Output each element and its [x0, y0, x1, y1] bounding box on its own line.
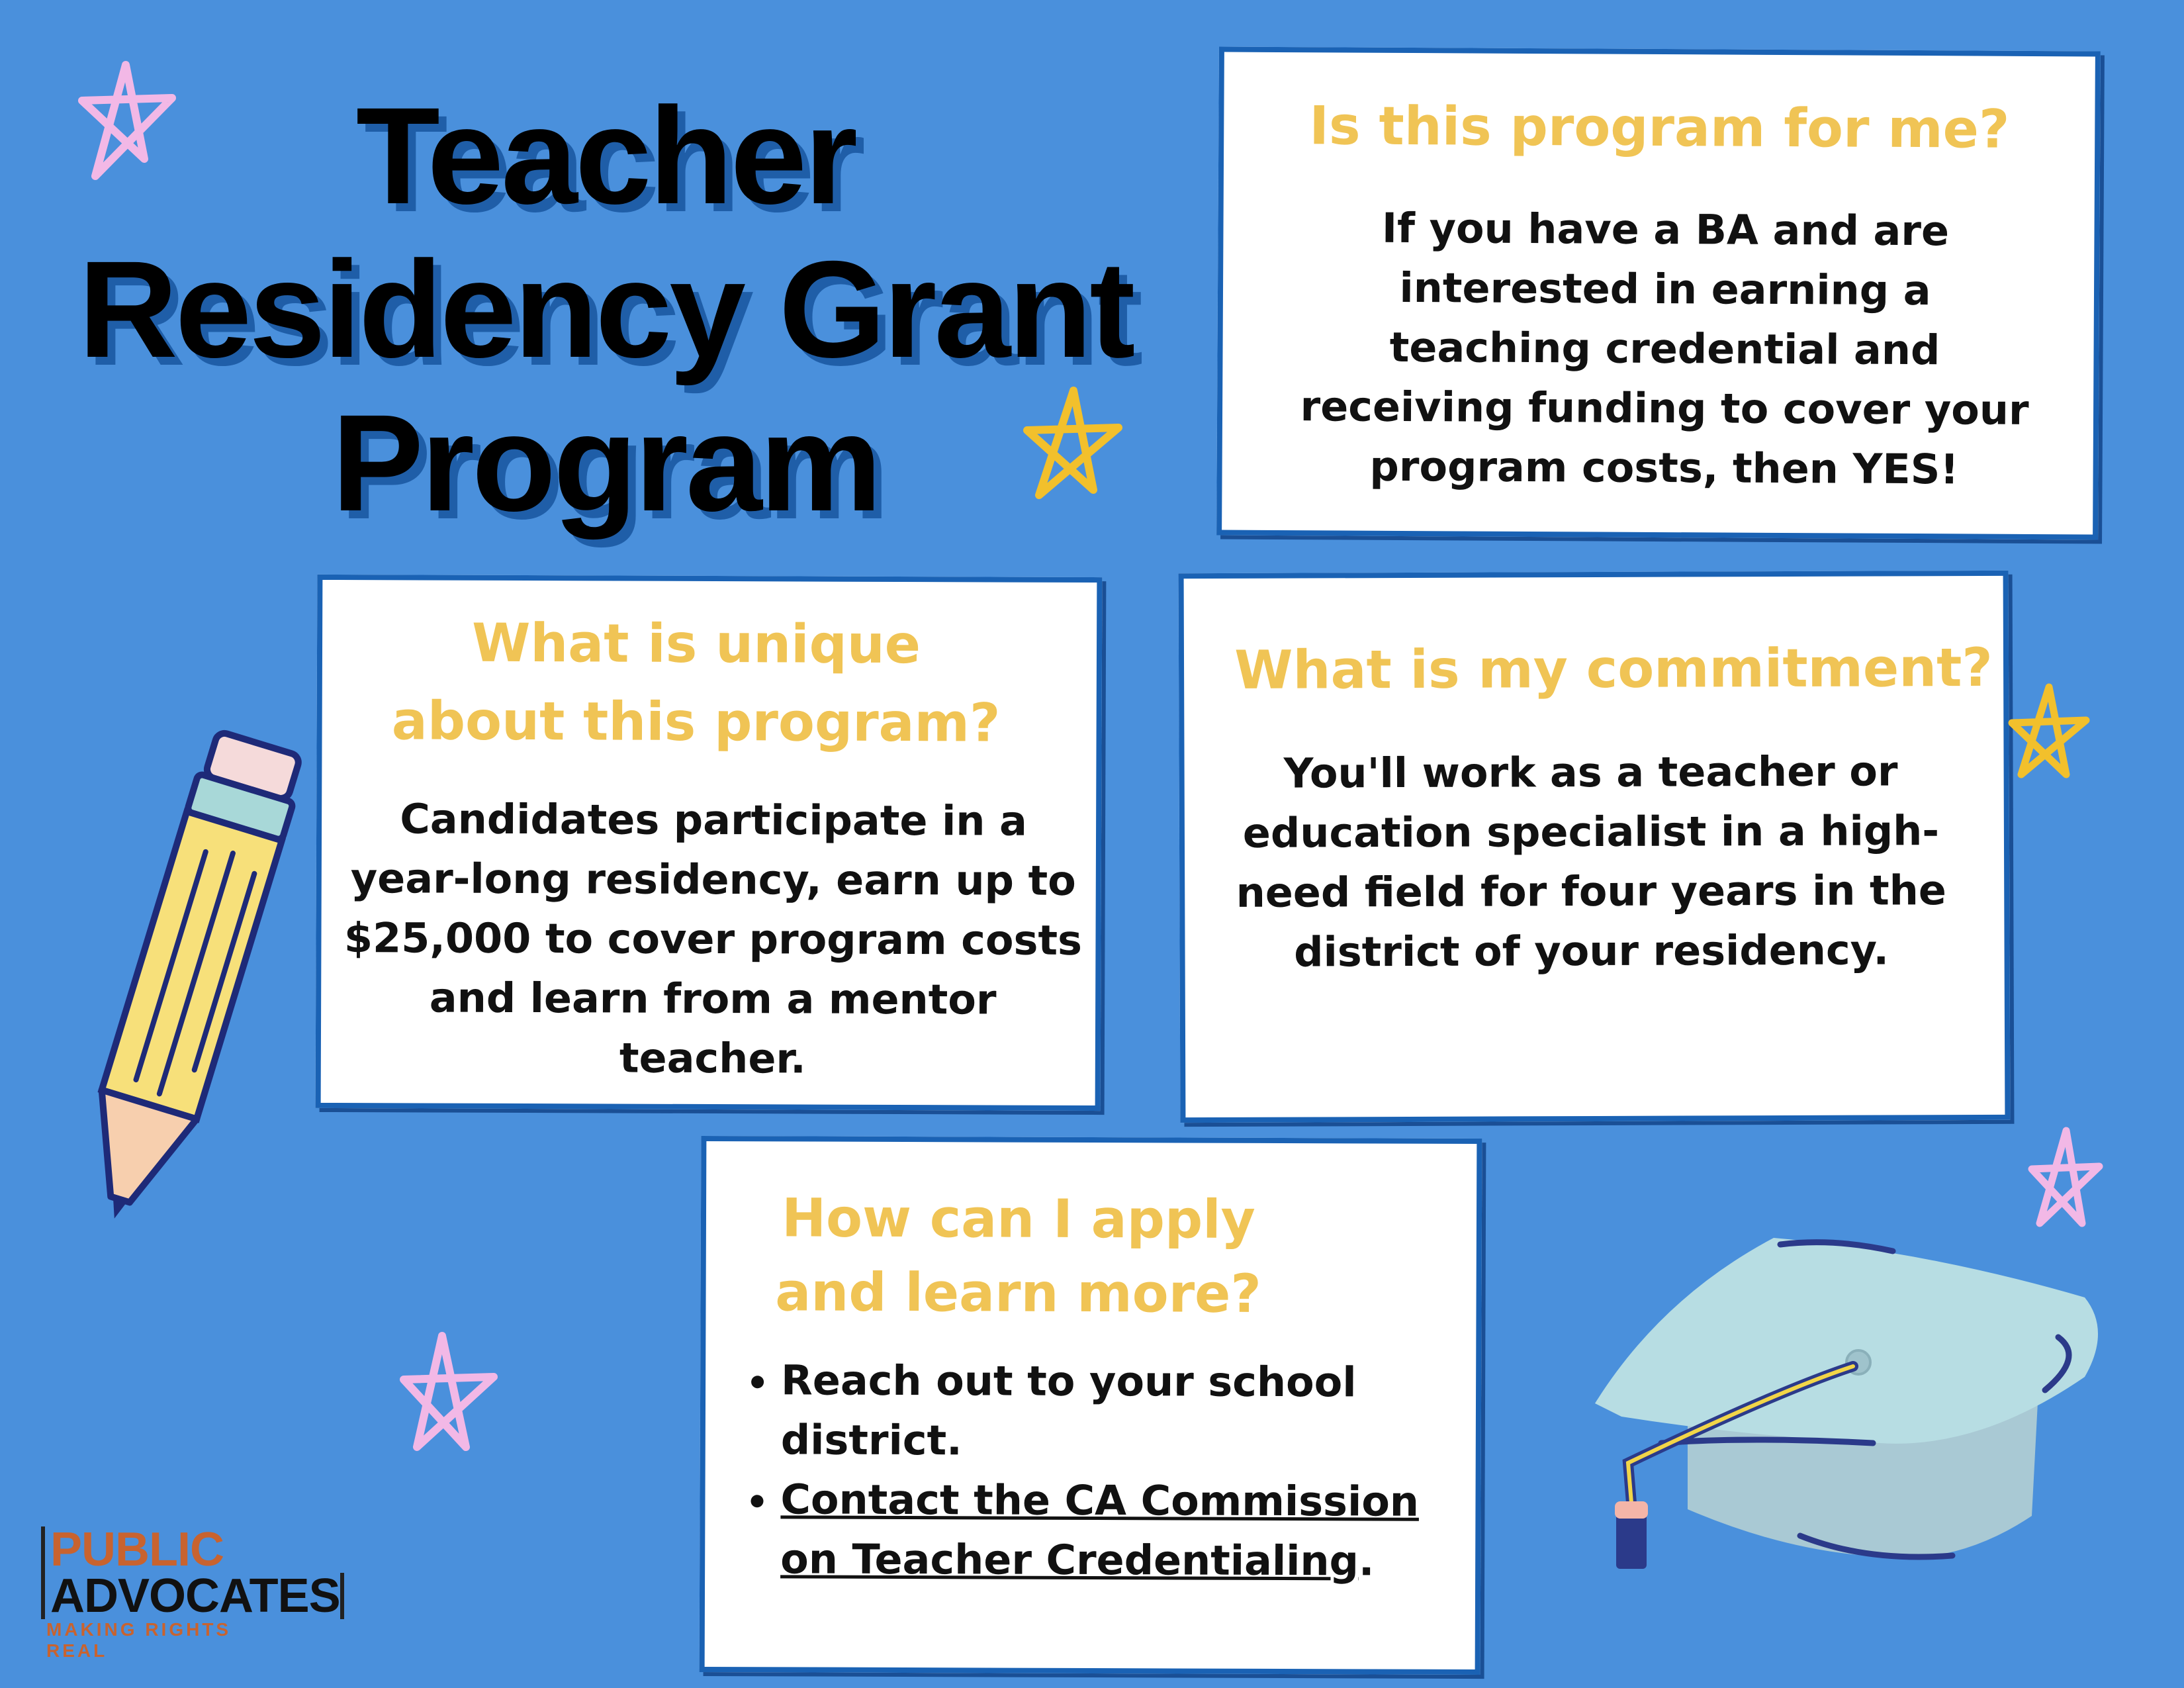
logo-line-1: PUBLIC — [41, 1526, 299, 1573]
card-heading: What is my commitment? — [1234, 636, 1993, 701]
star-icon — [2005, 682, 2091, 781]
card-heading-line-2: and learn more? — [775, 1261, 1261, 1325]
card-is-this-program-for-me — [1216, 47, 2101, 540]
star-icon — [1019, 384, 1125, 503]
card-body: Candidates participate in a year-long residency, earn up to $25,000 to cover program costs and learn from a mentor teacher. — [343, 794, 1083, 1083]
logo-tagline: MAKING RIGHTS REAL — [46, 1619, 232, 1661]
ctc-contact-link[interactable]: Contact the CA Commission on Teacher Credentialing — [780, 1475, 1420, 1585]
card-what-is-my-commitment — [1179, 571, 2011, 1123]
card-heading — [361, 604, 1030, 763]
list-item — [781, 1350, 1457, 1472]
star-icon — [2025, 1125, 2105, 1231]
card-heading-line-1: How can I apply — [782, 1187, 1255, 1250]
graduation-cap-icon — [1582, 1225, 2118, 1595]
star-icon — [73, 60, 179, 185]
card-body: If you have a BA and are interested in earning a teaching credential and receiving funding to cover your program costs, then YES! — [1300, 203, 2029, 494]
pencil-icon — [33, 715, 311, 1231]
title-line-3: Program — [332, 387, 880, 540]
card-how-can-i-apply — [700, 1136, 1482, 1675]
list-item-suffix: . — [1358, 1536, 1375, 1585]
card-what-is-unique — [316, 575, 1103, 1111]
logo-line-2: ADVOCATES — [41, 1573, 344, 1619]
list-item-text: Reach out to your school district. — [780, 1356, 1357, 1465]
star-icon — [394, 1331, 500, 1456]
page-title — [60, 79, 1152, 540]
card-heading: Is this program for me? — [1309, 95, 2010, 160]
list-item — [780, 1470, 1456, 1591]
title-line-1: Teacher — [355, 79, 856, 233]
card-heading-line-2: about this program? — [391, 690, 1001, 754]
public-advocates-logo — [41, 1523, 340, 1662]
card-heading — [758, 1181, 1278, 1331]
apply-list — [738, 1350, 1456, 1591]
card-heading-line-1: What is unique — [471, 612, 921, 676]
title-line-2: Residency Grant — [78, 233, 1133, 387]
card-body: You'll work as a teacher or education specialist in a high-need field for four years in the district of your residency. — [1236, 747, 1946, 976]
